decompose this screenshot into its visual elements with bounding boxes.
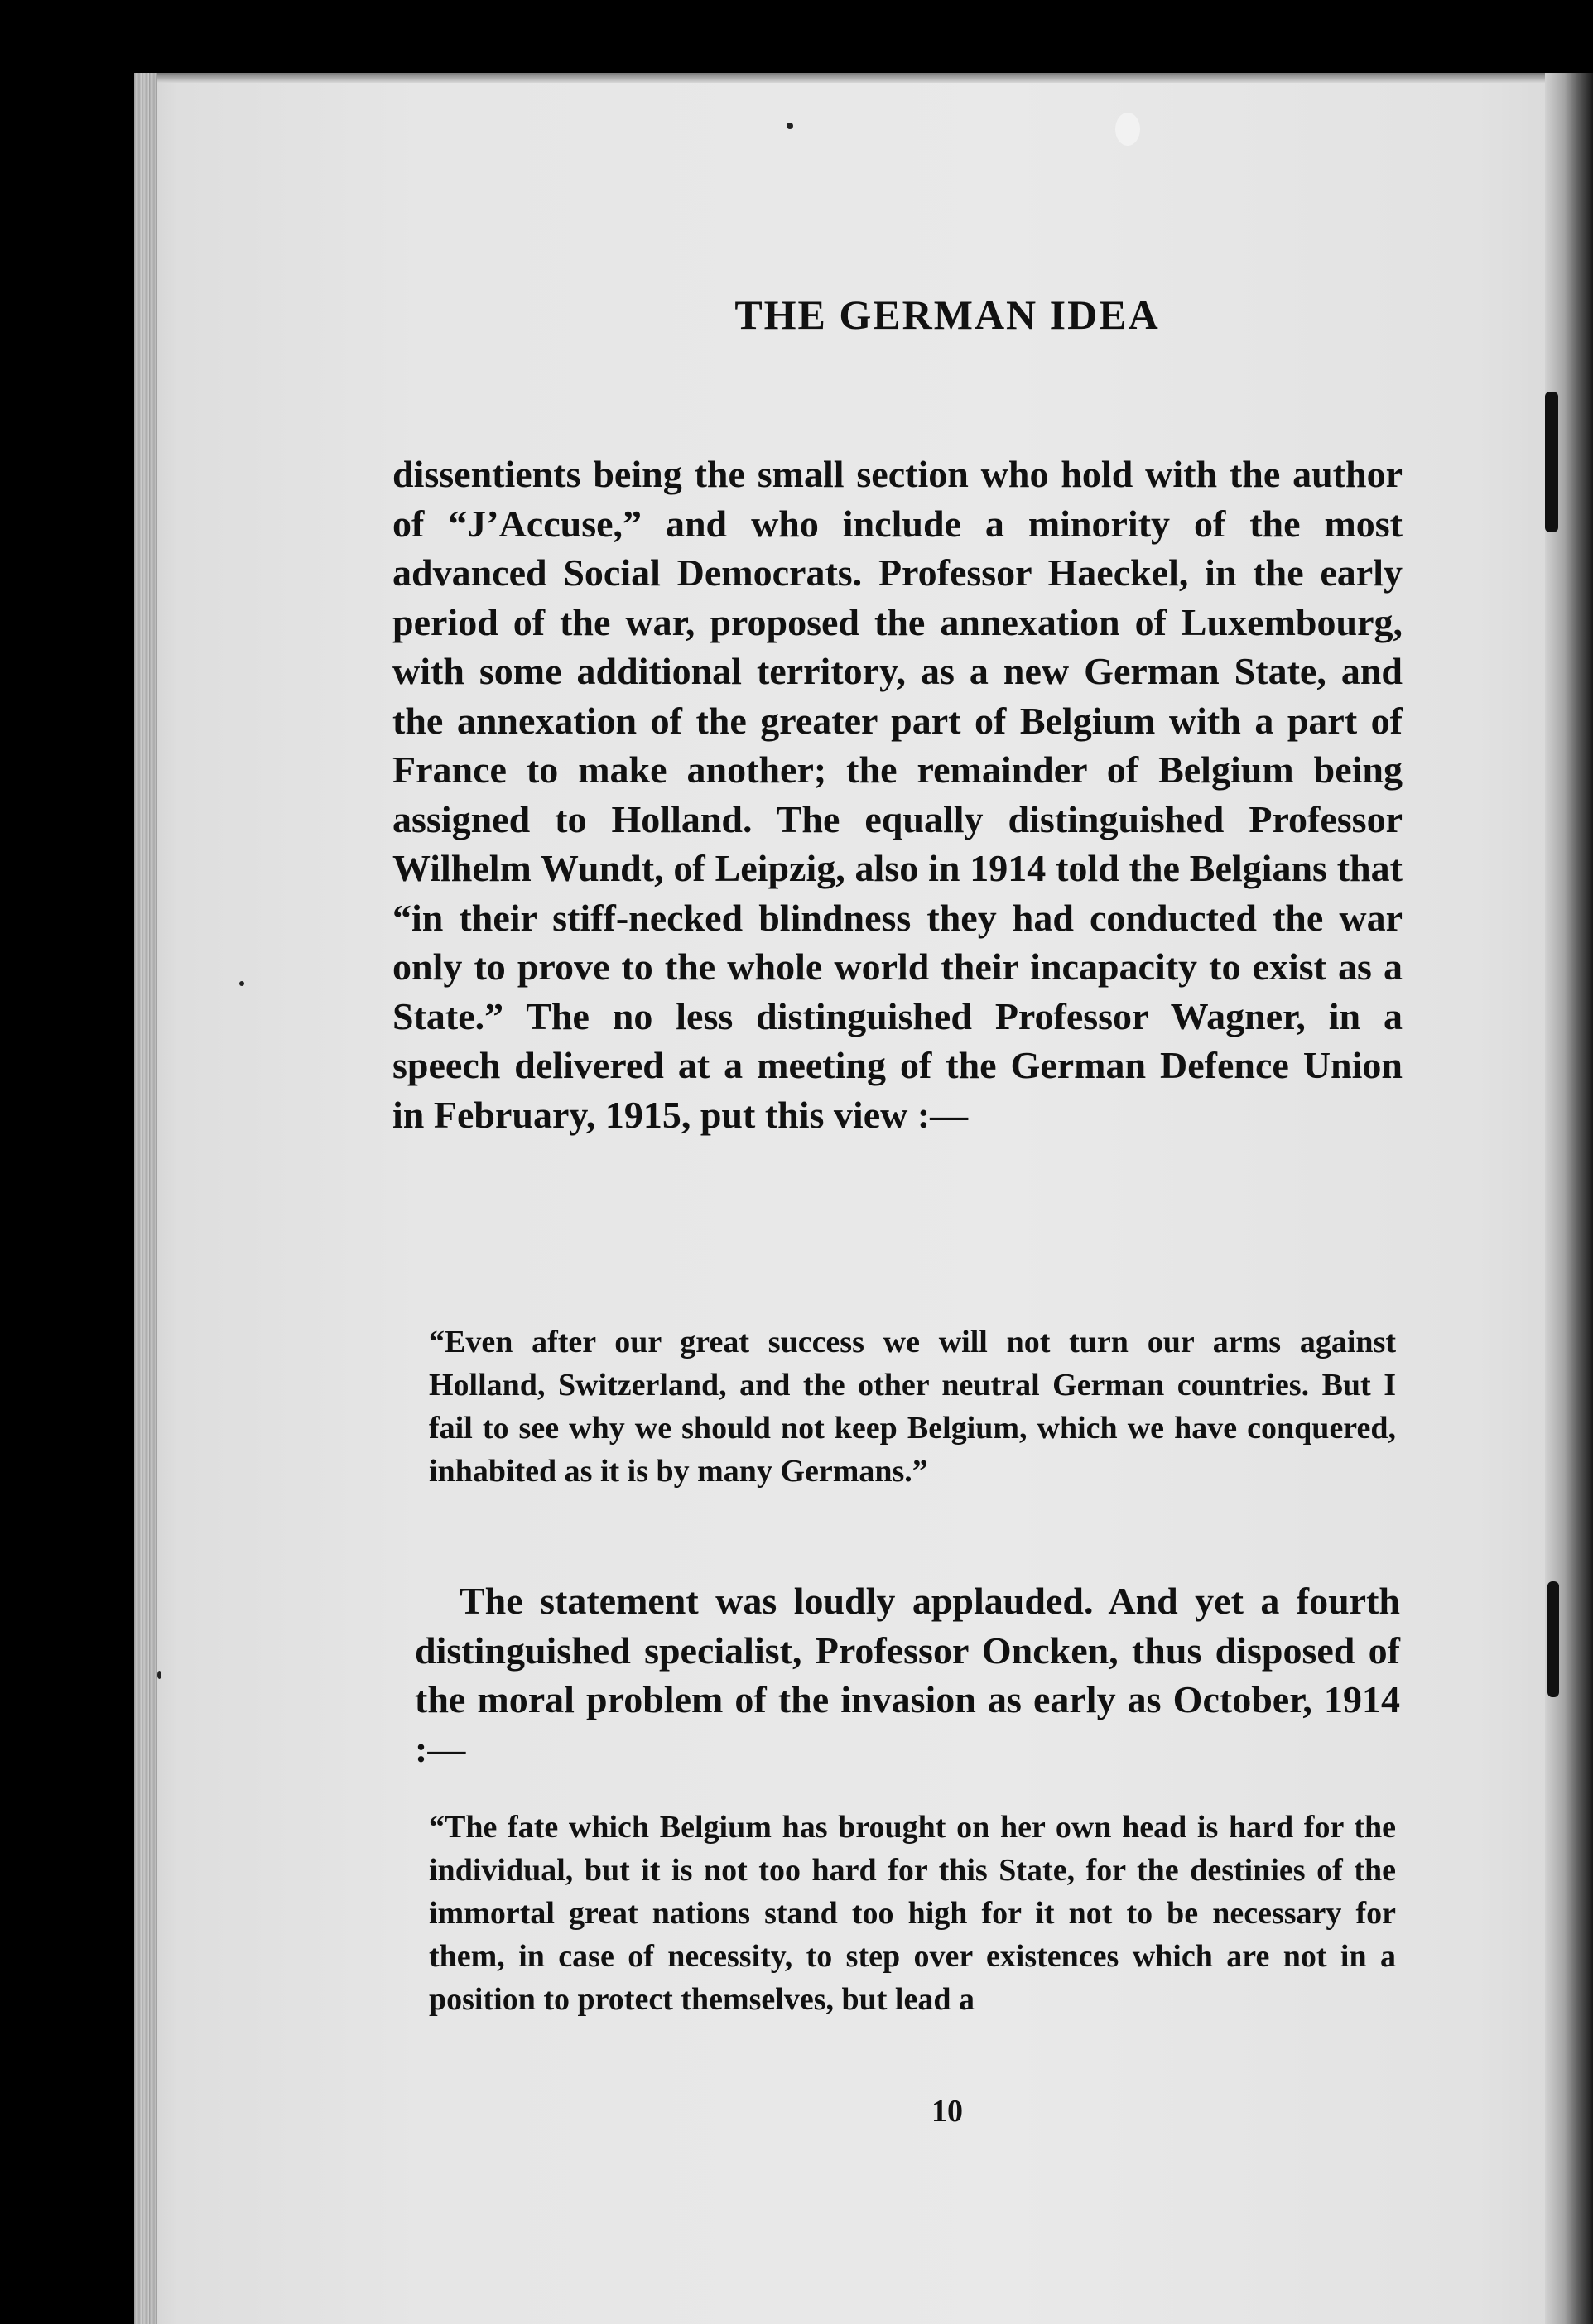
body-paragraph-text: dissentients being the small section who hold with the author of “J’Accuse,” and who include a minority of the most advanced Social Democrats. Professor Haeckel, in the early period of the war, proposed the annexation of Luxembourg, with some additional territory, as a new German State, and the annexation of the greater part of Belgium with a part of France to make another; the remainder of Belgium being assigned to Holland. The equally distinguished Professor Wilhelm Wundt, of Leipzig, also in 1914 told the Belgians that “in their stiff-necked blindness they had conducted the war only to prove to the whole world their incapacity to exist as a State.” The no less distinguished Professor Wagner, in a speech delivered at a meeting of the German Defence Union in February, 1915, put this view :— bbox=[392, 453, 1403, 1136]
body-paragraph bbox=[392, 450, 1403, 1139]
binding-mark bbox=[1547, 1581, 1559, 1697]
binding-mark bbox=[1545, 392, 1558, 532]
page-top-edge bbox=[134, 73, 1593, 83]
body-paragraph bbox=[415, 1576, 1400, 1773]
page-left-edge bbox=[134, 73, 157, 2324]
scan-speck bbox=[239, 981, 244, 986]
block-quote-text: “The fate which Belgium has brought on her own head is hard for the individual, but it is not too hard for this State, for the destinies of the immortal great nations stand too high for it not to be necessary for them, in case of necessity, to step over existences which are not in a position to protect themselves, but lead a bbox=[429, 1810, 1396, 2017]
scan-speck bbox=[1115, 113, 1140, 146]
scan-speck bbox=[157, 1671, 161, 1679]
block-quote bbox=[429, 1321, 1396, 1493]
scan-speck bbox=[787, 123, 793, 129]
book-page bbox=[134, 73, 1593, 2324]
page-number: 10 bbox=[931, 2094, 963, 2129]
body-paragraph-text: The statement was loudly applauded. And yet a fourth distinguished specialist, Professor Oncken, thus disposed of the moral problem of the invasion as early as October, 1914 :— bbox=[415, 1580, 1400, 1770]
block-quote bbox=[429, 1806, 1396, 2021]
block-quote-text: “Even after our great success we will not turn our arms against Holland, Switzerland, and the other neutral German countries. But I fail to see why we should not keep Belgium, which we have conquered, inhabited as it is by many Germans.” bbox=[429, 1325, 1396, 1489]
running-head: THE GERMAN IDEA bbox=[734, 291, 1160, 338]
